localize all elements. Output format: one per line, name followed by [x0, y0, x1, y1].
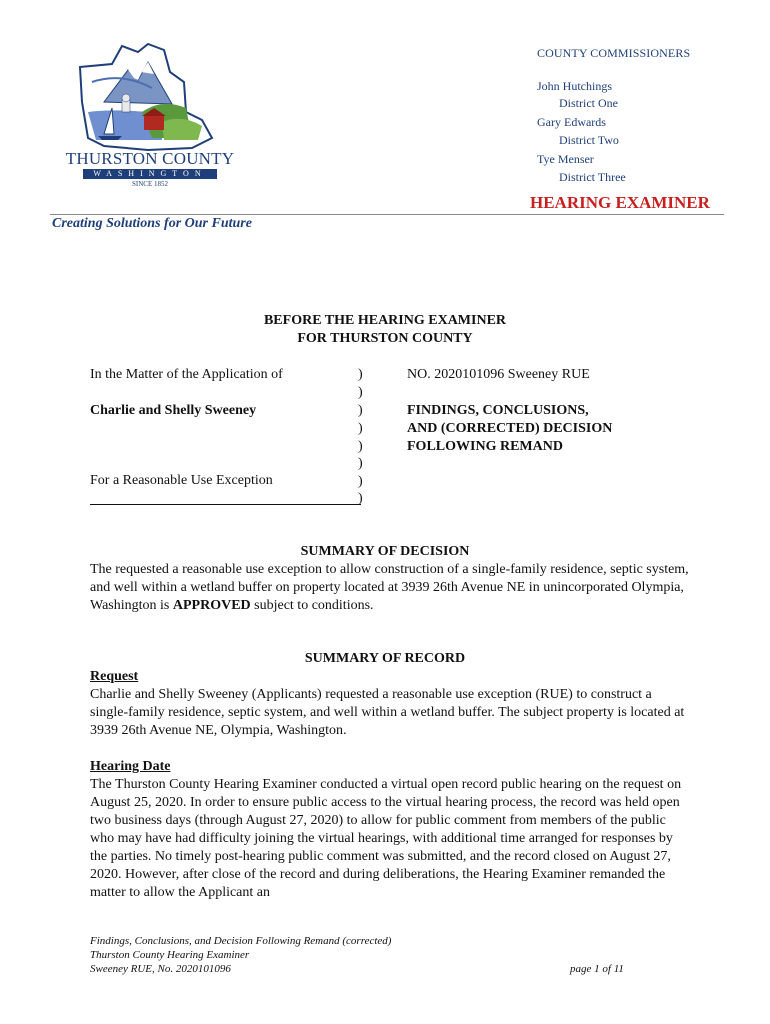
commissioner-district: District Two [559, 133, 619, 147]
document-title [407, 402, 612, 456]
caption-underline [90, 504, 361, 505]
caption-paren: ) [358, 421, 363, 436]
commissioner-district: District One [559, 96, 618, 110]
caption-title-line: FOR THURSTON COUNTY [297, 331, 473, 346]
footer-block [90, 934, 391, 976]
footer-line: Sweeney RUE, No. 2020101096 [90, 963, 231, 975]
matter-label: In the Matter of the Application of [90, 367, 283, 382]
summary-decision-heading: SUMMARY OF DECISION [300, 544, 470, 559]
case-number: NO. 2020101096 Sweeney RUE [407, 367, 590, 382]
state-label: WASHINGTON [83, 169, 217, 179]
commissioner-name: Tye Menser [537, 152, 594, 166]
caption-paren: ) [358, 456, 363, 471]
caption-paren: ) [358, 403, 363, 418]
request-heading: Request [90, 669, 139, 684]
caption-paren: ) [358, 367, 363, 382]
applicants-name: Charlie and Shelly Sweeney [90, 403, 257, 418]
caption-paren: ) [358, 439, 363, 454]
caption-paren: ) [358, 385, 363, 400]
document-title-line: FOLLOWING REMAND [407, 439, 563, 454]
caption-paren: ) [358, 474, 363, 489]
commissioner-name: John Hutchings [537, 79, 612, 93]
tagline: Creating Solutions for Our Future [52, 216, 252, 231]
commissioner-district: District Three [559, 170, 626, 184]
purpose-label: For a Reasonable Use Exception [90, 473, 273, 488]
decision-text-end: subject to conditions. [250, 598, 374, 613]
document-title-line: AND (CORRECTED) DECISION [407, 421, 613, 436]
page-number: page 1 of 11 [570, 963, 624, 975]
commissioner-name: Gary Edwards [537, 115, 606, 129]
footer-line: Thurston County Hearing Examiner [90, 949, 250, 961]
footer-line: Findings, Conclusions, and Decision Following Remand (corrected) [90, 935, 392, 947]
office-title: HEARING EXAMINER [530, 193, 710, 212]
decision-text: The requested a reasonable use exception to allow construction of a single-family residence, septic system, and well within a wetland buffer on property located at 3939 26th Avenue NE in unincorporated Olympia, Washington is [90, 562, 689, 613]
decision-outcome: APPROVED [172, 598, 251, 613]
caption-title-line: BEFORE THE HEARING EXAMINER [263, 313, 507, 328]
caption-title [90, 312, 680, 348]
commissioners-title: COUNTY COMMISSIONERS [537, 46, 691, 60]
summary-record-heading: SUMMARY OF RECORD [304, 651, 466, 666]
caption-paren: ) [358, 491, 363, 506]
summary-decision-text [90, 561, 690, 615]
hearing-date-heading: Hearing Date [90, 759, 171, 774]
hearing-date-text: The Thurston County Hearing Examiner conducted a virtual open record public hearing on the request on August 25, 2020. In order to ensure public access to the virtual hearing process, the record was held open two business days (through August 27, 2020) to allow for public comment from members of the public who may have had difficulty joining the virtual hearings, with additional time arranged for responses by the parties. No timely post-hearing public comment was submitted, and the record closed on August 27, 2020. However, after close of the record and during deliberations, the Hearing Examiner remanded the matter to allow the Applicant an [90, 777, 682, 900]
header-divider [50, 214, 724, 215]
request-text: Charlie and Shelly Sweeney (Applicants) requested a reasonable use exception (RUE) to construct a single-family residence, septic system, and well within a wetland buffer. The subject property is located at 3939 26th Avenue NE, Olympia, Washington. [90, 687, 685, 738]
county-name: THURSTON COUNTY [65, 149, 235, 168]
thurston-county-logo [52, 42, 248, 162]
since-label: SINCE 1852 [132, 180, 168, 188]
document-title-line: FINDINGS, CONCLUSIONS, [407, 403, 589, 418]
